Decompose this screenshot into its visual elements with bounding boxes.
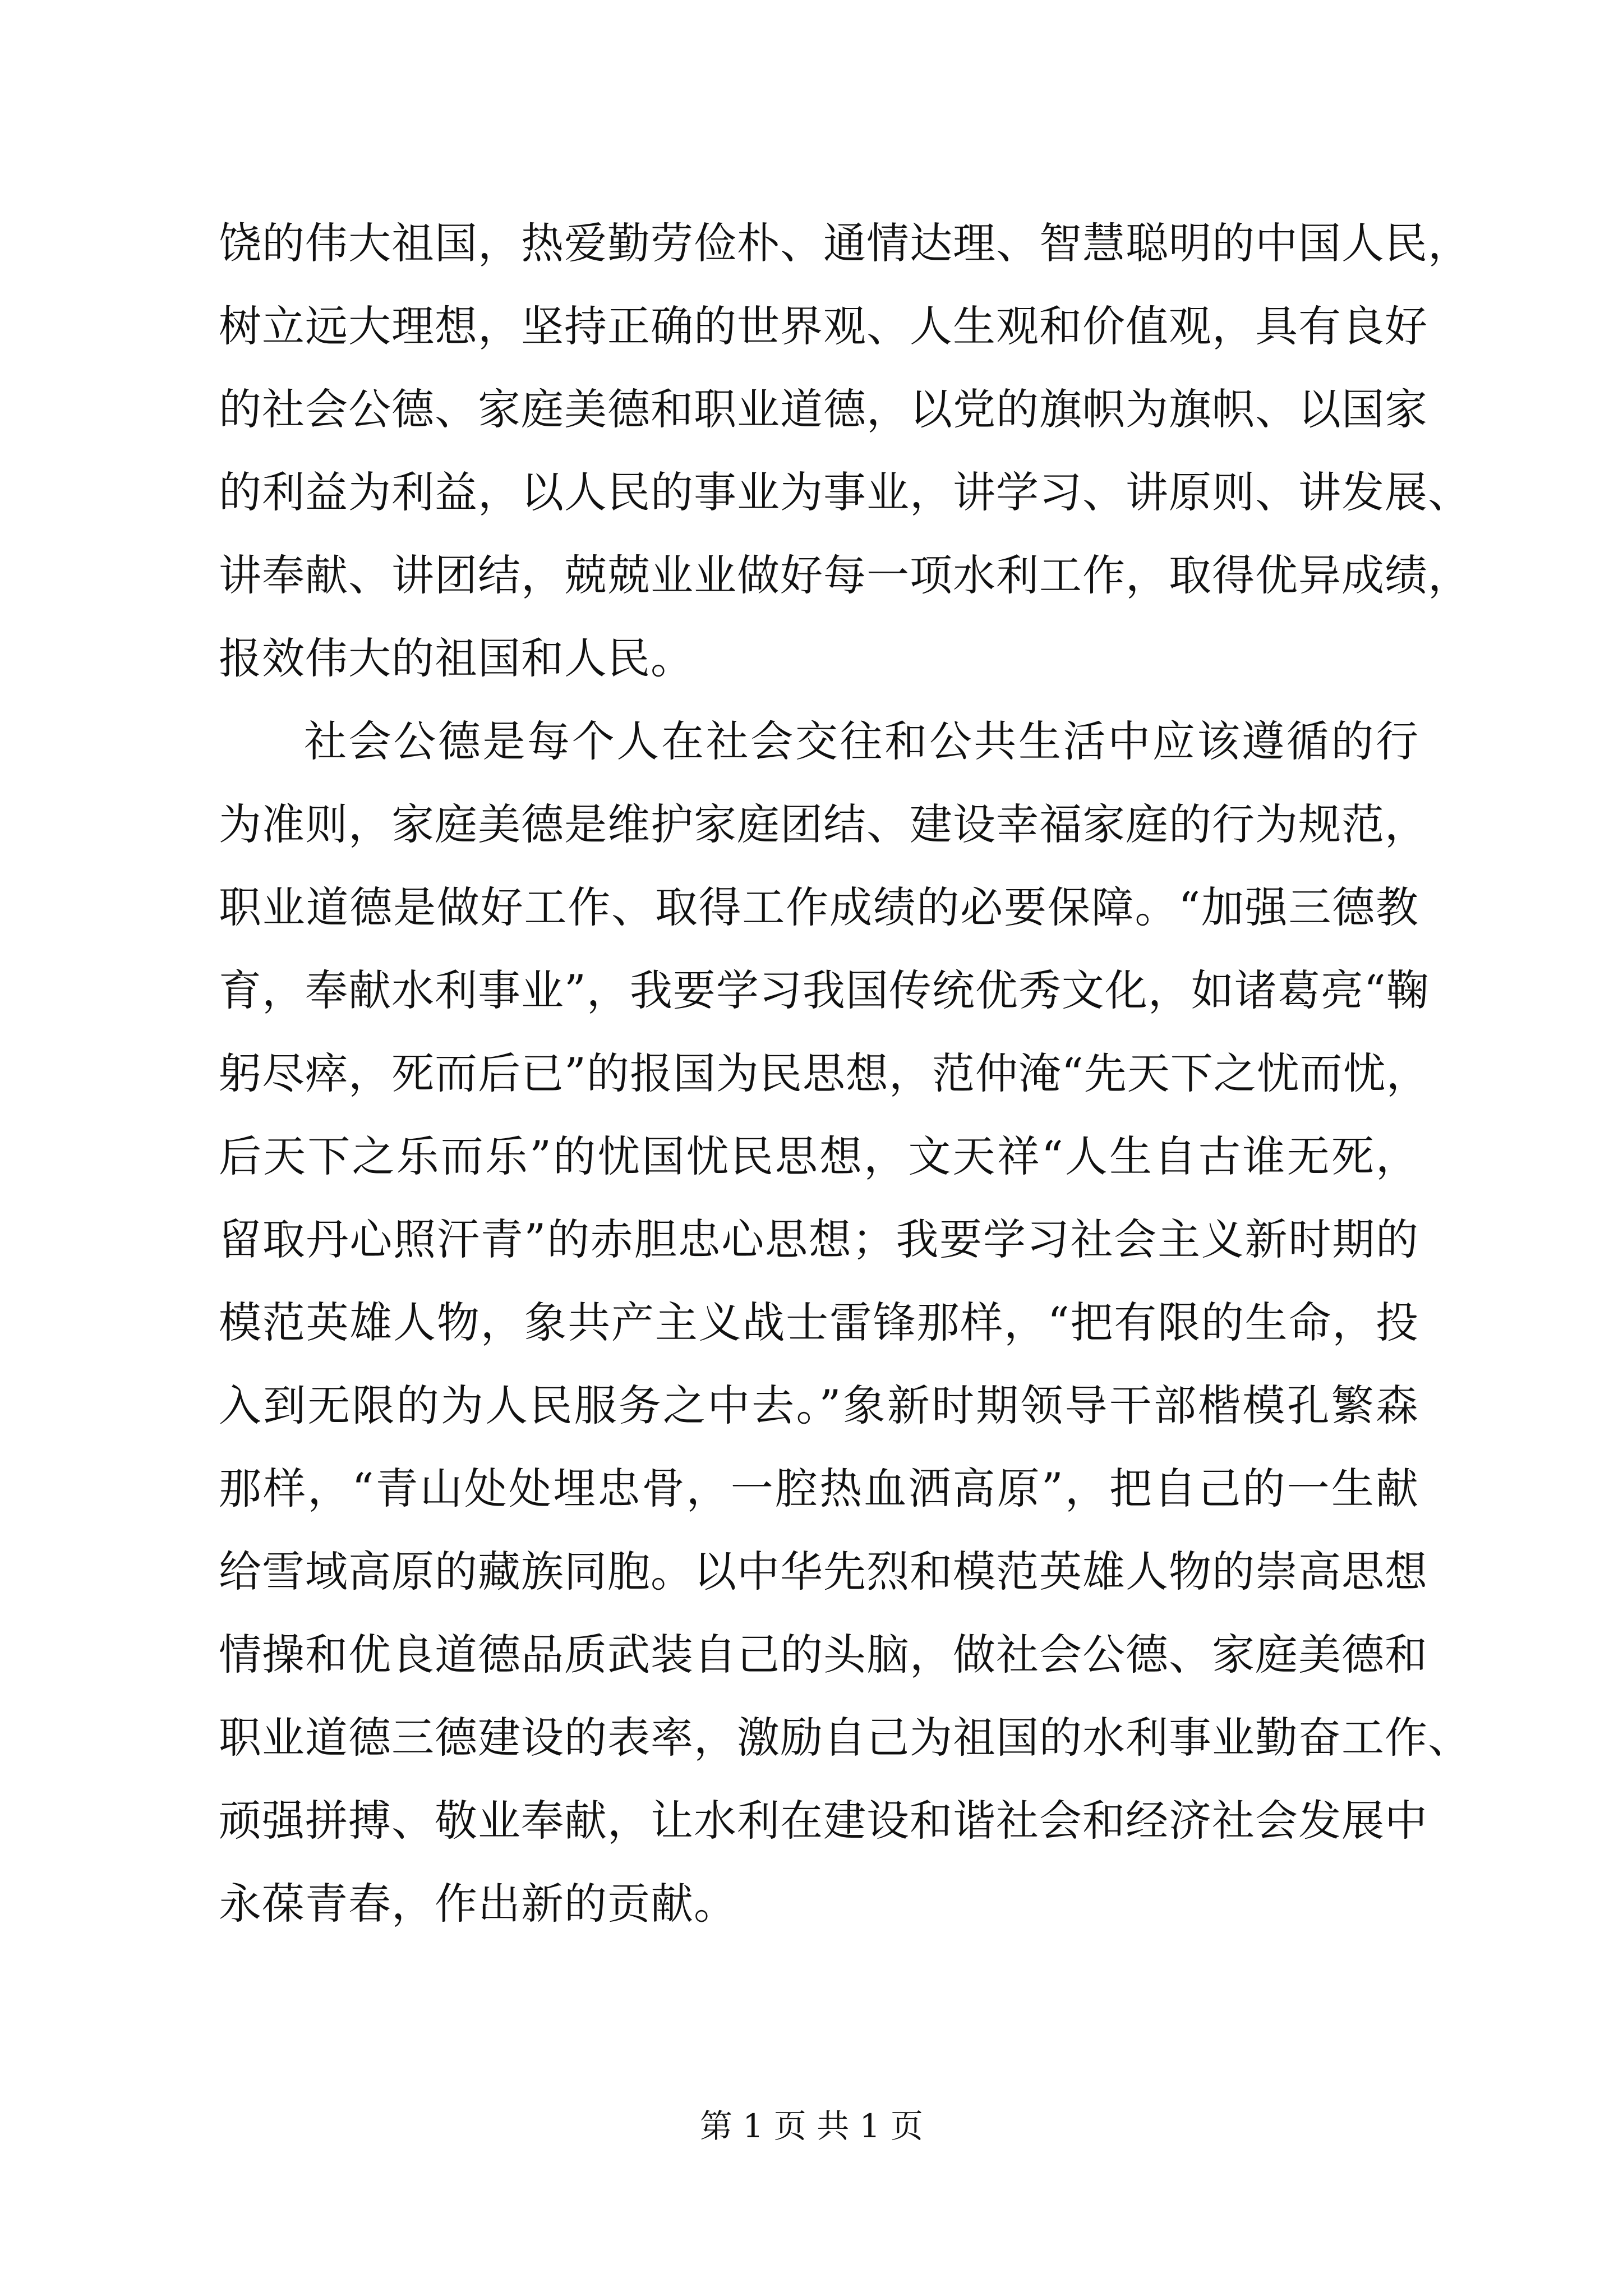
text-line: 社会公德是每个人在社会交往和公共生活中应该遵循的行	[304, 716, 1419, 766]
text-line: 报效伟大的祖国和人民。	[219, 633, 694, 683]
text-line: 给雪域高原的藏族同胞。以中华先烈和模范英雄人物的崇高思想	[219, 1547, 1428, 1596]
text-line: 职业道德是做好工作、取得工作成绩的必要保障。“加强三德教	[219, 882, 1419, 932]
text-line: 入到无限的为人民服务之中去。”象新时期领导干部楷模孔繁森	[219, 1381, 1419, 1430]
text-line: 躬尽瘁，死而后已”的报国为民思想，范仲淹“先天下之忧而忧，	[219, 1048, 1430, 1098]
page-number-footer: 第 1 页 共 1 页	[700, 2107, 923, 2145]
paragraph-2	[219, 700, 1471, 1945]
text-line: 为准则，家庭美德是维护家庭团结、建设幸福家庭的行为规范，	[219, 799, 1428, 849]
text-line: 情操和优良道德品质武装自己的头脑，做社会公德、家庭美德和	[219, 1630, 1428, 1680]
text-line: 那样，“青山处处埋忠骨，一腔热血洒高原”，把自己的一生献	[219, 1464, 1419, 1513]
text-line: 模范英雄人物，象共产主义战士雷锋那样，“把有限的生命，投	[219, 1297, 1419, 1347]
text-line: 的利益为利益，以人民的事业为事业，讲学习、讲原则、讲发展、	[219, 467, 1471, 517]
text-line: 的社会公德、家庭美德和职业道德，以党的旗帜为旗帜、以国家	[219, 384, 1428, 434]
text-line: 饶的伟大祖国，热爱勤劳俭朴、通情达理、智慧聪明的中国人民，	[219, 218, 1471, 268]
text-line: 顽强拼搏、敬业奉献，让水利在建设和谐社会和经济社会发展中	[219, 1796, 1428, 1846]
text-line: 讲奉献、讲团结，兢兢业业做好每一项水利工作，取得优异成绩，	[219, 550, 1471, 600]
text-line: 留取丹心照汗青”的赤胆忠心思想；我要学习社会主义新时期的	[219, 1214, 1419, 1264]
paragraph-1	[219, 202, 1471, 700]
text-line: 永葆青春，作出新的贡献。	[219, 1879, 737, 1929]
text-line: 树立远大理想，坚持正确的世界观、人生观和价值观，具有良好	[219, 301, 1428, 351]
body-text	[219, 202, 1471, 1945]
text-line: 育，奉献水利事业”，我要学习我国传统优秀文化，如诸葛亮“鞠	[219, 965, 1430, 1015]
text-line: 后天下之乐而乐”的忧国忧民思想，文天祥“人生自古谁无死，	[219, 1131, 1419, 1181]
text-line: 职业道德三德建设的表率，激励自己为祖国的水利事业勤奋工作、	[219, 1713, 1471, 1763]
